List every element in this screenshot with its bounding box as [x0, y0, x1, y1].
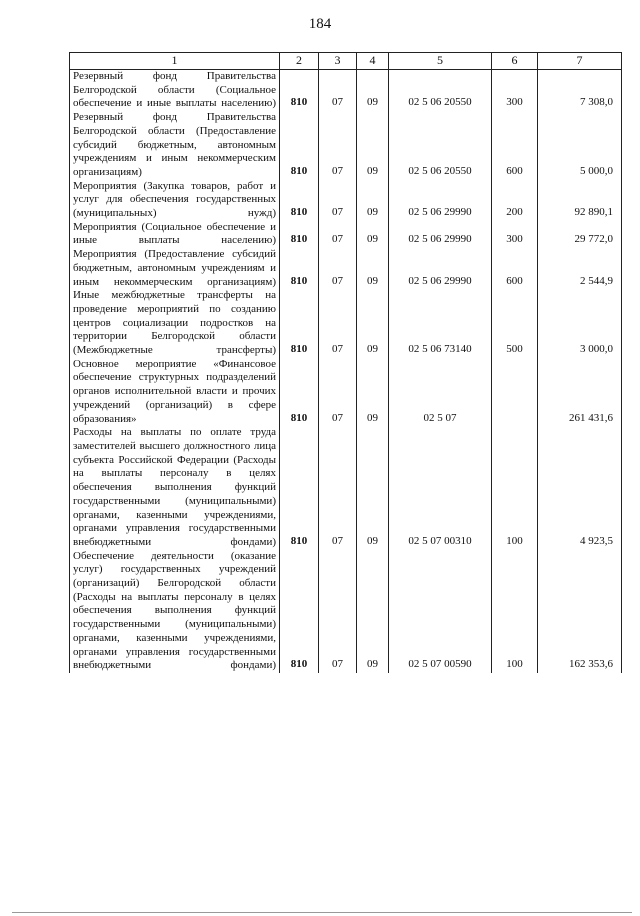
- expense-type-code: 600: [492, 111, 538, 180]
- expense-type-code: 600: [492, 248, 538, 289]
- expense-type-code: 300: [492, 70, 538, 112]
- amount: 2 544,9: [538, 248, 622, 289]
- row-description: Основное мероприятие «Финансовое обеспечение структурных подразделений органов исполнительной власти и прочих учреждений (организаций) в сфере образования»: [70, 358, 280, 427]
- section-code: 07: [319, 180, 357, 221]
- header-col-6: 6: [492, 53, 538, 70]
- subsection-code: 09: [357, 70, 389, 112]
- row-description: Мероприятия (Закупка товаров, работ и услуг для обеспечения государственных (муниципальных) нужд): [70, 180, 280, 221]
- page-bottom-divider: [12, 912, 632, 913]
- page-number: 184: [308, 16, 332, 32]
- row-description: Мероприятия (Социальное обеспечение и иные выплаты населению): [70, 221, 280, 248]
- row-description: Обеспечение деятельности (оказание услуг) государственных учреждений (организаций) Белгородской области (Расходы на выплаты персоналу в целях обеспечения выполнения функций государственными (муниципальными) органами, казенными учреждениями, органами управления государственными внебюджетными фондами): [70, 550, 280, 673]
- expense-type-code: 500: [492, 289, 538, 358]
- ministry-code: 810: [280, 289, 319, 358]
- header-col-3: 3: [319, 53, 357, 70]
- subsection-code: 09: [357, 358, 389, 427]
- ministry-code: 810: [280, 221, 319, 248]
- subsection-code: 09: [357, 550, 389, 673]
- section-code: 07: [319, 70, 357, 112]
- header-col-7: 7: [538, 53, 622, 70]
- amount: 92 890,1: [538, 180, 622, 221]
- expense-type-code: 100: [492, 426, 538, 549]
- subsection-code: 09: [357, 180, 389, 221]
- expense-type-code: 300: [492, 221, 538, 248]
- header-col-5: 5: [389, 53, 492, 70]
- row-description: Мероприятия (Предоставление субсидий бюджетным, автономным учреждениям и иным некоммерческим организациям): [70, 248, 280, 289]
- amount: 261 431,6: [538, 358, 622, 427]
- target-article-code: 02 5 07 00310: [389, 426, 492, 549]
- amount: 7 308,0: [538, 70, 622, 112]
- header-col-1: 1: [70, 53, 280, 70]
- row-description: Иные межбюджетные трансферты на проведение мероприятий по созданию центров социализации подростков на территории Белгородской области (Межбюджетные трансферты): [70, 289, 280, 358]
- table-row: [70, 221, 622, 248]
- ministry-code: 810: [280, 550, 319, 673]
- section-code: 07: [319, 289, 357, 358]
- table-header-row: [70, 53, 622, 70]
- table-row: [70, 180, 622, 221]
- row-description: Расходы на выплаты по оплате труда заместителей высшего должностного лица субъекта Российской Федерации (Расходы на выплаты персоналу в целях обеспечения выполнения функций государственными (муниципальными) органами, казенными учреждениями, органами управления государственными внебюджетными фондами): [70, 426, 280, 549]
- target-article-code: 02 5 06 29990: [389, 221, 492, 248]
- subsection-code: 09: [357, 289, 389, 358]
- section-code: 07: [319, 221, 357, 248]
- row-description: Резервный фонд Правительства Белгородской области (Предоставление субсидий бюджетным, автономным учреждениям и иным некоммерческим организациям): [70, 111, 280, 180]
- target-article-code: 02 5 06 20550: [389, 111, 492, 180]
- target-article-code: 02 5 06 29990: [389, 248, 492, 289]
- section-code: 07: [319, 426, 357, 549]
- table-row: [70, 550, 622, 673]
- ministry-code: 810: [280, 358, 319, 427]
- table-row: [70, 70, 622, 112]
- target-article-code: 02 5 07 00590: [389, 550, 492, 673]
- target-article-code: 02 5 06 29990: [389, 180, 492, 221]
- expense-type-code: 100: [492, 550, 538, 673]
- section-code: 07: [319, 111, 357, 180]
- target-article-code: 02 5 06 20550: [389, 70, 492, 112]
- target-article-code: 02 5 06 73140: [389, 289, 492, 358]
- subsection-code: 09: [357, 111, 389, 180]
- amount: 3 000,0: [538, 289, 622, 358]
- ministry-code: 810: [280, 248, 319, 289]
- table-row: [70, 358, 622, 427]
- section-code: 07: [319, 248, 357, 289]
- subsection-code: 09: [357, 426, 389, 549]
- table-row: [70, 426, 622, 549]
- expense-type-code: [492, 358, 538, 427]
- amount: 4 923,5: [538, 426, 622, 549]
- table-row: [70, 289, 622, 358]
- ministry-code: 810: [280, 70, 319, 112]
- ministry-code: 810: [280, 180, 319, 221]
- table-row: [70, 248, 622, 289]
- table-row: [70, 111, 622, 180]
- amount: 29 772,0: [538, 221, 622, 248]
- expense-type-code: 200: [492, 180, 538, 221]
- section-code: 07: [319, 358, 357, 427]
- budget-table: [69, 52, 622, 673]
- header-col-4: 4: [357, 53, 389, 70]
- ministry-code: 810: [280, 426, 319, 549]
- subsection-code: 09: [357, 248, 389, 289]
- amount: 5 000,0: [538, 111, 622, 180]
- header-col-2: 2: [280, 53, 319, 70]
- subsection-code: 09: [357, 221, 389, 248]
- section-code: 07: [319, 550, 357, 673]
- target-article-code: 02 5 07: [389, 358, 492, 427]
- amount: 162 353,6: [538, 550, 622, 673]
- ministry-code: 810: [280, 111, 319, 180]
- row-description: Резервный фонд Правительства Белгородской области (Социальное обеспечение и иные выплаты населению): [70, 70, 280, 112]
